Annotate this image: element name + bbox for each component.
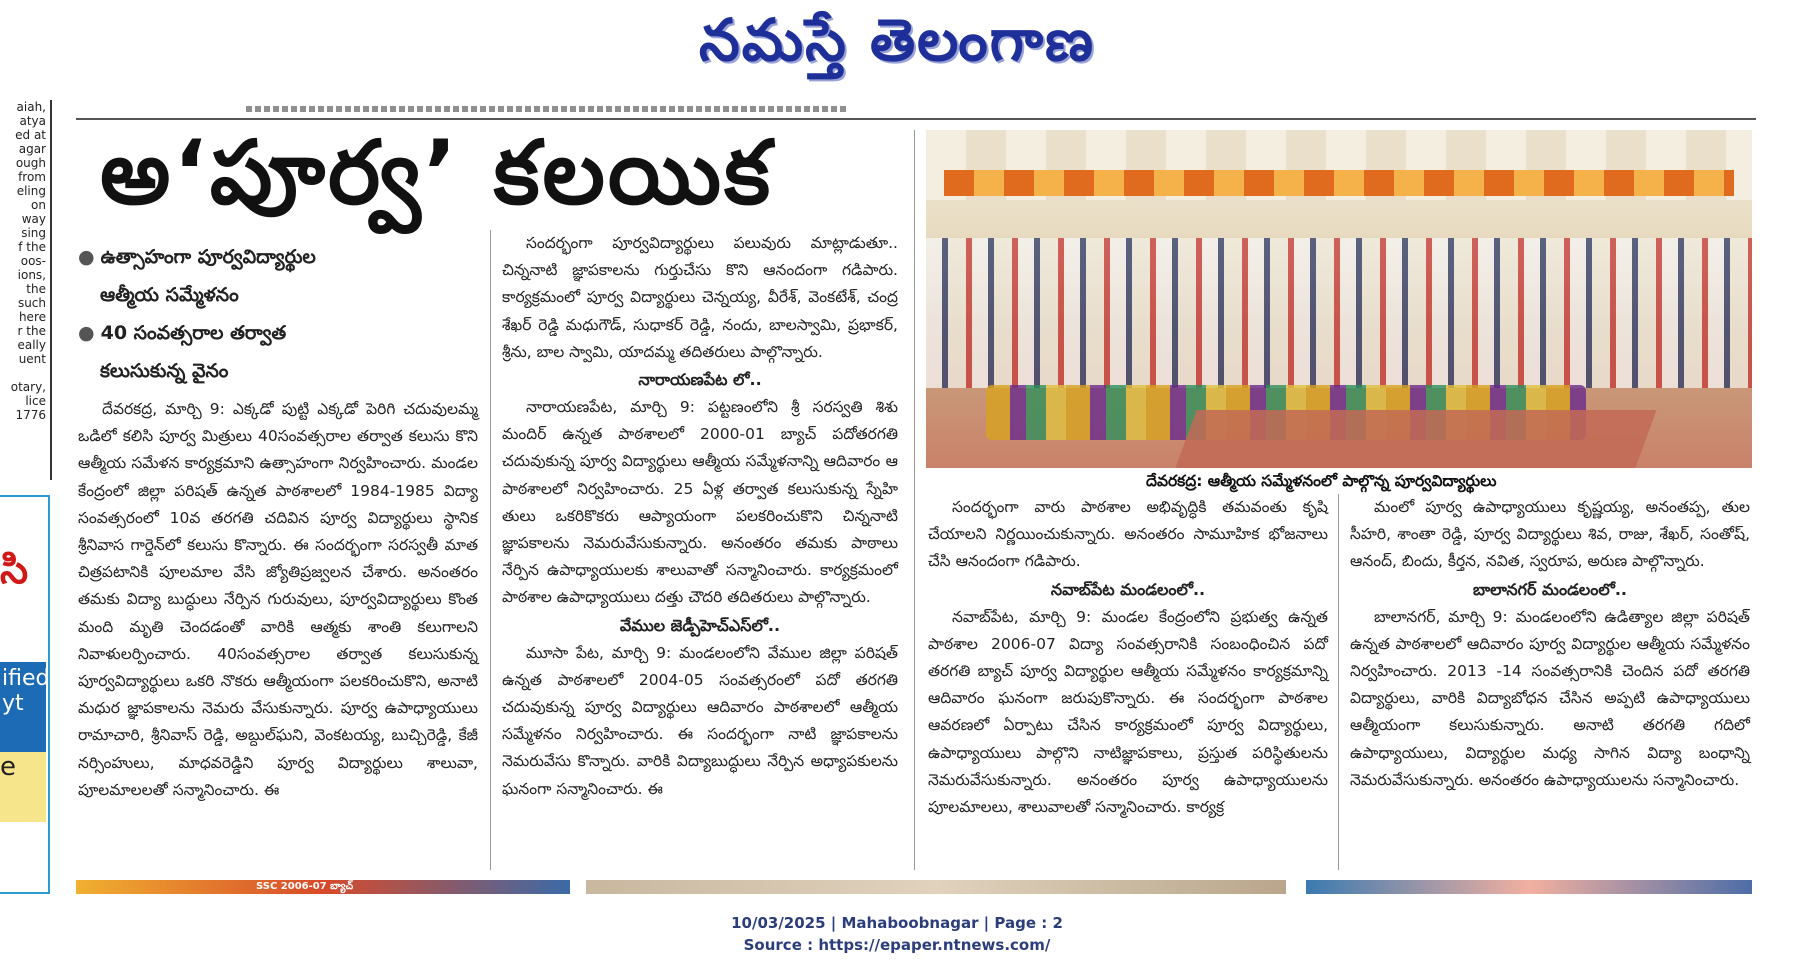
- col2-subheading-2: వేముల జెడ్పీహెచ్ఎస్‌లో..: [619, 615, 781, 635]
- article-column-4: [1350, 494, 1750, 794]
- footer-date-edition: 10/03/2025 | Mahaboobnagar | Page : 2: [731, 914, 1063, 932]
- page-footer: [0, 912, 1794, 956]
- snippet-line: from: [18, 170, 46, 184]
- col3-paragraph-1: సందర్భంగా వారు పాఠశాల అభివృద్ధికి తమవంతు కృషి చేయాలని నిర్ణయించుకున్నారు. అనంతరం సామూహిక భోజనాలు చేసి ఆనందంగా గడిపారు.: [928, 498, 1328, 571]
- bullet-2-cont: కలుసుకున్న వైనం: [100, 360, 229, 382]
- snippet-line: on: [31, 198, 46, 212]
- snippet-line: 1776: [15, 408, 46, 422]
- bullet-1: ● ఉత్సాహంగా పూర్వవిద్యార్థుల: [78, 238, 478, 276]
- col2-paragraph-2: నారాయణపేట, మార్చి 9: పట్టణంలోని శ్రీ సరస్వతి శిశు మందిర్ ఉన్నత పాఠశాలలో 2000-01 బ్యాచ్ పదోతరగతి చదువుకున్న పూర్వ విద్యార్థులు ఆత్మీయ సమ్మేళనాన్ని ఆదివారం ఆ పాఠశాలలో నిర్వహించారు. 25 ఏళ్ల తర్వాత కలుసుకున్న స్నేహి తులు ఒకరికొకరు ఆప్యాయంగా పలకరించుకొని చిన్ననాటి జ్ఞాపకాలను నెమరువేసుకున్నారు. అనంతరం తమకు పాఠాలు నేర్పిన ఉపాధ్యాయులకు శాలువాతో సన్మానించారు. కార్యక్రమంలో పాఠశాల ఉపాధ్యాయులు దత్తు చౌదరి తదితరులు పాల్గొన్నారు.: [502, 398, 898, 607]
- snippet-line: way: [21, 212, 46, 226]
- snippet-text: [0, 100, 52, 480]
- article-column-1: [78, 396, 478, 804]
- snippet-line: ed at: [15, 128, 46, 142]
- snippet-line: the: [26, 282, 46, 296]
- event-photo: [926, 130, 1752, 468]
- footer-source: Source : https://epaper.ntnews.com/: [743, 936, 1051, 954]
- ad-text-1: ified: [2, 666, 50, 691]
- column-divider: [914, 130, 915, 870]
- snippet-line: otary,: [10, 380, 46, 394]
- ad-text-2: yt: [2, 691, 24, 716]
- col4-paragraph-2: బాలానగర్, మార్చి 9: మండలంలోని ఉడిత్యాల జిల్లా పరిషత్ ఉన్నత పాఠశాలలో ఆదివారం పూర్వ విద్యార్థుల ఆత్మీయ సమ్మేళనం నిర్వహించారు. 2013 -14 సంవత్సరానికి చెందిన పదో తరగతి విద్యార్థులు, వారికి విద్యాబోధన చేసిన అప్పటి ఉపాధ్యాయులు ఆత్మీయంగా కలుసుకున్నారు. అనాటి తరగతి గదిలో ఉపాధ్యాయులు, విద్యార్థుల మధ్య సాగిన విద్యా బంధాన్ని నెమరువేసుకున్నారు. అనంతరం ఉపాధ్యాయులను సన్మానించారు.: [1350, 607, 1750, 789]
- col2-paragraph-1: సందర్భంగా పూర్వవిద్యార్థులు పలువురు మాట్లాడుతూ.. చిన్ననాటి జ్ఞాపకాలను గుర్తుచేసు కొని ఆనందంగా గడిపారు. కార్యక్రమంలో పూర్వ విద్యార్థులు చెన్నయ్య, వీరేశ్, వెంకటేశ్, చంద్ర శేఖర్ రెడ్డి మధుగౌడ్, సుధాకర్ రెడ్డి, నందు, బాలస్వామి, ప్రభాకర్, శ్రీను, బాల స్వామి, యాదమ్మ తదితరులు పాల్గొన్నారు.: [502, 234, 898, 361]
- snippet-line: here: [18, 310, 46, 324]
- snippet-line: such: [17, 296, 46, 310]
- snippet-line: f the: [18, 240, 46, 254]
- col2-paragraph-3: మూసా పేట, మార్చి 9: మండలంలోని వేముల జిల్లా పరిషత్ ఉన్నత పాఠశాలలో 2004-05 సంవత్సరంలో పదో తరగతి చదువుకున్న పూర్వ విద్యార్థులు ఆదివారం పాఠశాలలో ఆత్మీయ సమ్మేళనం నిర్వహించారు. ఈ సందర్భంగా నాటి జ్ఞాపకాలను నెమరువేసు కొన్నారు. వారికి విద్యాబుద్ధులు నేర్పిన అధ్యాపకులను ఘనంగా సన్మానించారు. ఈ: [502, 643, 898, 798]
- snippet-line: eling: [16, 184, 46, 198]
- headline-bullets: [78, 238, 478, 390]
- col2-subheading-1: నారాయణపేట లో..: [638, 370, 762, 390]
- snippet-line: ions,: [17, 268, 46, 282]
- col3-paragraph-2: నవాబ్‌పేట, మార్చి 9: మండల కేంద్రంలోని ప్రభుత్వ ఉన్నత పాఠశాల 2006-07 విద్యా సంవత్సరానికి సంబంధించిన పదో తరగతి బ్యాచ్ పూర్వ విద్యార్థుల ఆత్మీయ సమ్మేళనం కార్యక్రమాన్ని ఆదివారం ఘనంగా జరుపుకొన్నారు. ఈ సందర్భంగా పాఠశాల ఆవరణలో ఏర్పాటు చేసిన కార్యక్రమంలో పూర్వ విద్యార్థులు, ఉపాధ్యాయులు పాల్గొని నాటిజ్ఞాపకాలు, ప్రస్తుత పరిస్థితులను నెమరువేసుకున్నారు. అనంతరం పూర్వ ఉపాధ్యాయులను పూలమాలలు, శాలువాలతో సన్మానించారు. కార్యక్ర: [928, 607, 1328, 817]
- article-column-2: [502, 230, 898, 803]
- ad-yellow-block: [0, 752, 46, 822]
- bullet-2: ● 40 సంవత్సరాల తర్వాత: [78, 314, 478, 352]
- col1-paragraph: దేవరకద్ర, మార్చి 9: ఎక్కడో పుట్టి ఎక్కడో పెరిగి చదువులమ్మ ఒడిలో కలిసి పూర్వ మిత్రులు 40సంవత్సరాల తర్వాత కలుసు కొని ఆత్మీయ సమేళన కార్యక్రమాని ఉత్సాహంగా నిర్వహించారు. మండల కేంద్రంలో జిల్లా పరిషత్ ఉన్నత పాఠశాలలో 1984-1985 విద్యా సంవత్సరంలో 10వ తరగతి చదివిన పూర్వ విద్యార్థులు స్థానిక శ్రీనివాస గార్డెన్‌లో కలుసు కొన్నారు. ఈ సందర్భంగా సరస్వతీ మాత చిత్రపటానికి పూలమాల వేసి జ్యోతిప్రజ్వలన చేశారు. అనంతరం తమకు విద్యా బుద్ధులు నేర్పిన గురువులు, పూర్వవిద్యార్థులు కొంత మంది మృతి చెందడంతో వారికి ఆత్మకు శాంతి కలుగాలని నివాళులర్పించారు. 40సంవత్సరాల తర్వాత కలుసుకున్న పూర్వవిద్యార్థులు ఒకరి నొకరు ఆత్మీయంగా పలకరించుకొని, అనాటి మధుర జ్ఞాపకాలను నెమరు వేసుకున్నారు. పూర్వ ఉపాధ్యాయులు రామాచారి, శ్రీనివాస్ రెడ్డి, అబ్దుల్‌ఘని, వెంకటయ్య, బుచ్చిరెడ్డి, కేజీ నర్సింహులు, మాధవరెడ్డిని పూర్వ విద్యార్థులు శాలువా, పూలమాలలతో సన్మానించారు. ఈ: [78, 400, 478, 799]
- snippet-line: atya: [19, 114, 46, 128]
- snippet-line: oos-: [20, 254, 46, 268]
- bullet-1-cont: ఆత్మీయ సమ్మేళనం: [100, 284, 239, 306]
- bottom-photo-strip-3: [1306, 880, 1752, 894]
- snippet-line: agar: [18, 142, 46, 156]
- photo-caption: దేవరకద్ర: ఆత్మీయ సమ్మేళనంలో పాల్గొన్న పూర్వవిద్యార్థులు: [1146, 472, 1497, 490]
- masthead: [0, 0, 1794, 90]
- adjacent-column-snippet: [0, 100, 52, 900]
- ad-text-3: e: [0, 752, 16, 782]
- bottom-photo-strip-1: [76, 880, 570, 894]
- snippet-line: eally: [17, 338, 46, 352]
- snippet-line: r the: [17, 324, 46, 338]
- ad-blue-block: [0, 662, 50, 752]
- column-divider: [490, 230, 491, 870]
- snippet-line: uent: [18, 352, 46, 366]
- article-column-3: [928, 494, 1328, 821]
- column-divider: [1338, 494, 1339, 870]
- col4-subheading-1: బాలానగర్ మండలంలో..: [1473, 579, 1627, 599]
- snippet-line: ough: [15, 156, 46, 170]
- ad-red-block: సి: [0, 547, 46, 637]
- bottom-photo-strip-2: [586, 880, 1286, 894]
- side-advertisement: [0, 495, 50, 894]
- snippet-line: aiah,: [16, 100, 46, 114]
- col4-paragraph-1: మంలో పూర్వ ఉపాధ్యాయులు కృష్ణయ్య, అనంతప్ప, తుల సీహరి, శాంతా రెడ్డి, పూర్వ విద్యార్థులు శివ, రాజు, శేఖర్, సంతోష్, ఆనంద్, బిందు, కీర్తన, నవిత, స్వరూప, అరుణ పాల్గొన్నారు.: [1350, 498, 1750, 571]
- snippet-line: sing: [21, 226, 46, 240]
- snippet-line: lice: [25, 394, 46, 408]
- newspaper-title: నమస్తే తెలంగాణ: [699, 6, 1095, 74]
- article-headline: అ‘పూర్వ’ కలయిక: [100, 121, 774, 224]
- snippet-line: [0, 366, 46, 380]
- bottom-strip-text: SSC 2006-07 బ్యాచ్: [256, 881, 354, 892]
- col3-subheading-1: నవాబ్‌పేట మండలంలో..: [1050, 579, 1206, 599]
